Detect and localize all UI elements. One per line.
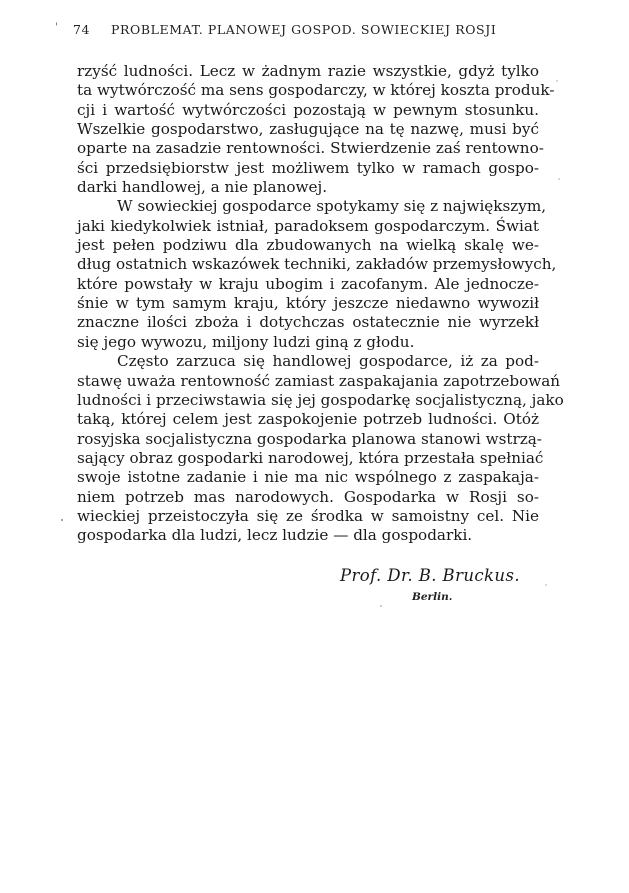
text-line-paragraph-end: się jego wywozu, miljony ludzi giną z głodu. bbox=[77, 332, 415, 351]
page-number: 74 bbox=[73, 22, 91, 37]
text-line: ta wytwórczość ma sens gospodarczy, w której koszta produk- bbox=[77, 81, 555, 100]
text-line: wieckiej przeistoczyła się ze środka w samoistny cel. Nie bbox=[77, 506, 539, 525]
text-line: rzyść ludności. Lecz w żadnym razie wszystkie, gdyż tylko bbox=[77, 62, 539, 80]
scan-speck bbox=[380, 605, 382, 607]
text-line: swoje istotne zadanie i nie ma nic wspólnego z zaspakaja- bbox=[77, 468, 539, 487]
text-line: jest pełen podziwu dla zbudowanych na wielką skalę we- bbox=[77, 236, 539, 255]
text-line: ści przedsiębiorstw jest możliwem tylko w ramach gospo- bbox=[77, 158, 539, 177]
scan-speck bbox=[545, 584, 547, 586]
text-line: śnie w tym samym kraju, który jeszcze niedawno wywoził bbox=[77, 294, 539, 313]
running-head bbox=[55, 22, 575, 42]
text-line: stawę uważa rentowność zamiast zaspakajania zapotrzebowań bbox=[77, 371, 561, 390]
scan-speck bbox=[556, 80, 558, 82]
signature-place: Berlin. bbox=[412, 591, 453, 603]
text-line: Wszelkie gospodarstwo, zasługujące na tę nazwę, musi być bbox=[77, 120, 539, 139]
running-title: PROBLEMAT. PLANOWEJ GOSPOD. SOWIECKIEJ ROSJI bbox=[111, 22, 497, 37]
text-line: znaczne ilości zboża i dotychczas ostatecznie nie wyrzekł bbox=[77, 313, 539, 332]
text-line: jaki kiedykolwiek istniał, paradoksem gospodarczym. Świat bbox=[77, 216, 539, 235]
body-text bbox=[77, 62, 564, 546]
text-line: rosyjska socjalistyczna gospodarka planowa stanowi wstrzą- bbox=[77, 429, 542, 448]
text-line: sający obraz gospodarki narodowej, która przestała spełniać bbox=[77, 448, 544, 467]
text-line-paragraph-end: gospodarka dla ludzi, lecz ludzie — dla gospodarki. bbox=[77, 526, 473, 545]
text-line-paragraph-start: W sowieckiej gospodarce spotykamy się z największym, bbox=[117, 197, 547, 216]
scan-speck bbox=[558, 178, 560, 180]
text-line: dług ostatnich wskazówek techniki, zakładów przemysłowych, bbox=[77, 255, 557, 274]
text-line: które powstały w kraju ubogim i zacofanym. Ale jednocze- bbox=[77, 274, 539, 293]
text-line: oparte na zasadzie rentowności. Stwierdzenie zaś rentowno- bbox=[77, 139, 544, 158]
text-line: taką, której celem jest zaspokojenie potrzeb ludności. Otóż bbox=[77, 410, 539, 429]
margin-mark: ' bbox=[55, 22, 59, 33]
text-line-paragraph-start: Często zarzuca się handlowej gospodarce, iż za pod- bbox=[117, 352, 539, 371]
text-line: niem potrzeb mas narodowych. Gospodarka w Rosji so- bbox=[77, 487, 539, 506]
author-signature: Prof. Dr. B. Bruckus. bbox=[340, 566, 520, 585]
text-line: cji i wartość wytwórczości pozostają w pewnym stosunku. bbox=[77, 100, 539, 119]
scan-speck bbox=[61, 519, 63, 521]
text-line-paragraph-end: darki handlowej, a nie planowej. bbox=[77, 178, 328, 197]
text-line: ludności i przeciwstawia się jej gospodarkę socjalistyczną, jako bbox=[77, 390, 564, 409]
